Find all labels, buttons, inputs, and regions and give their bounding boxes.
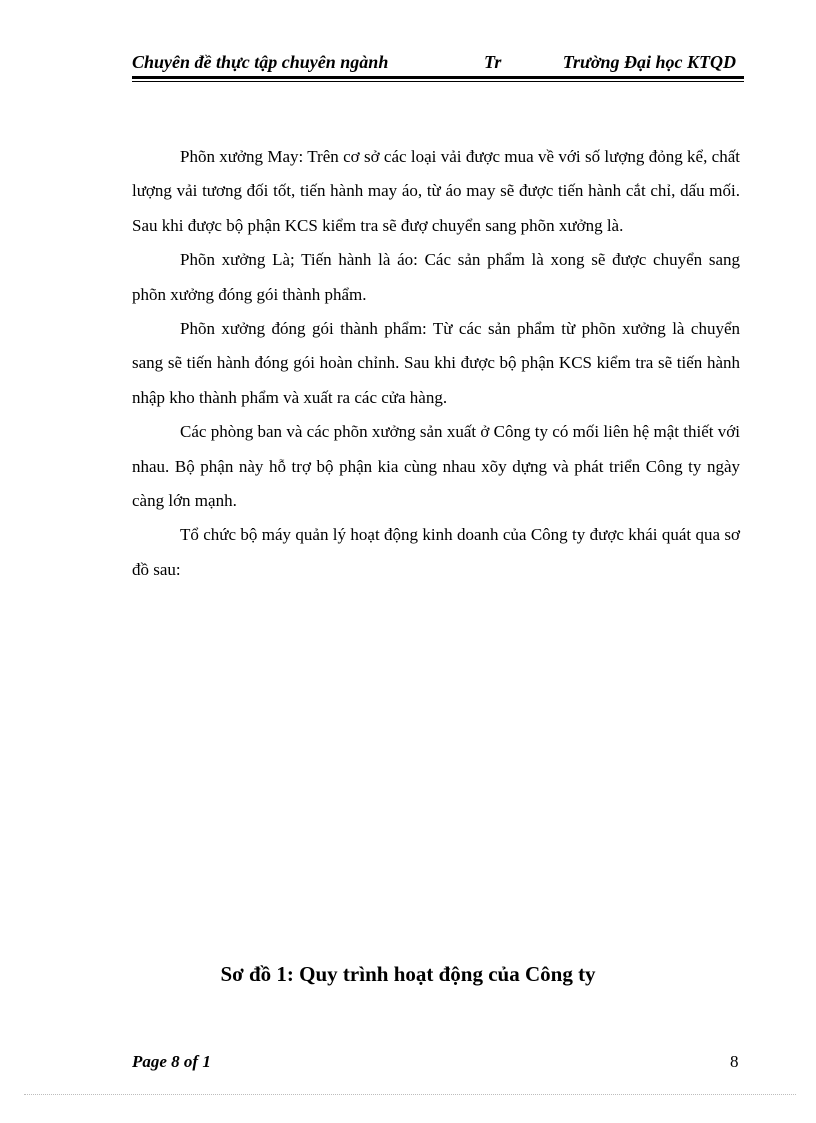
header-report-title: Chuyên đề thực tập chuyên ngành xyxy=(132,52,389,72)
page-bottom-edge xyxy=(24,1094,796,1095)
header-university: Trường Đại học KTQD xyxy=(562,52,736,72)
paragraph-packaging-workshop: Phõn xưởng đóng gói thành phẩm: Từ các sản phẩm từ phõn xưởng là chuyển sang sẽ tiến hành đóng gói hoàn chỉnh. Sau khi được bộ phận KCS kiểm tra sẽ tiến hành nhập kho thành phẩm và xuất ra các cửa hàng. xyxy=(132,319,740,407)
footer-page-number: 8 xyxy=(730,1052,739,1071)
footer-page-label: Page 8 of 1 xyxy=(132,1052,211,1071)
header-rule-thick xyxy=(132,76,744,79)
document-body xyxy=(132,140,740,587)
page-header xyxy=(132,52,744,78)
paragraph-sewing-workshop: Phõn xưởng May: Trên cơ sở các loại vải được mua về với số lượng đỏng kể, chất lượng vải tương đối tốt, tiến hành may áo, từ áo may sẽ được tiến hành cắt chỉ, dấu mối. Sau khi được bộ phận KCS kiểm tra sẽ đượ chuyển sang phõn xưởng là. xyxy=(132,147,740,235)
paragraph-ironing-workshop: Phõn xưởng Là; Tiến hành là áo: Các sản phẩm là xong sẽ được chuyển sang phõn xưởng đóng gói thành phẩm. xyxy=(132,250,740,304)
header-rule-thin xyxy=(132,81,744,82)
paragraph-organization-intro: Tổ chức bộ máy quản lý hoạt động kinh doanh của Công ty được khái quát qua sơ đồ sau: xyxy=(132,525,740,579)
diagram-caption: Sơ đồ 1: Quy trình hoạt động của Công ty xyxy=(220,962,596,986)
paragraph-departments-relation: Các phòng ban và các phõn xưởng sản xuất ở Công ty có mối liên hệ mật thiết với nhau. Bộ phận này hỗ trợ bộ phận kia cùng nhau xõy dựng và phát triển Công ty ngày càng lớn mạnh. xyxy=(132,422,740,511)
header-fragment: Tr xyxy=(484,52,502,72)
